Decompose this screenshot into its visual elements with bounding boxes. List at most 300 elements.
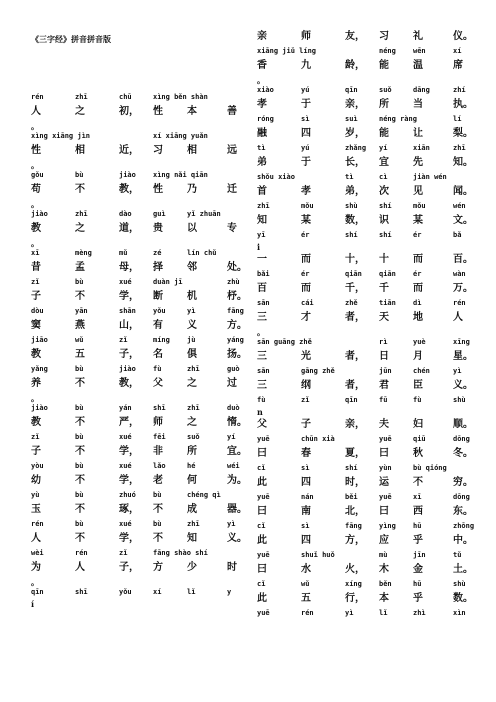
pinyin-text: yòu: [31, 462, 44, 470]
pinyin-text: wàn: [453, 270, 466, 278]
pinyin-text: lǎo: [153, 462, 166, 470]
hanzi-char: 文。: [453, 215, 473, 226]
hanzi-char: 乎: [413, 593, 423, 604]
pinyin-text: shù: [453, 580, 466, 588]
hanzi-line: [31, 143, 237, 159]
pinyin-line: [257, 201, 465, 212]
hanzi-char: 孝: [301, 186, 311, 197]
pinyin-line: [31, 490, 237, 501]
hanzi-line: [257, 126, 473, 142]
pinyin-text: zǐ: [31, 278, 40, 286]
hanzi-char: 十，: [345, 254, 365, 265]
pinyin-text: chén: [413, 367, 430, 375]
hanzi-line: [257, 417, 473, 433]
hanzi-char: 不: [153, 533, 163, 544]
hanzi-char: 顺。: [453, 419, 473, 430]
hanzi-char: 北，: [345, 506, 365, 517]
hanzi-char: 子: [31, 446, 41, 457]
punct-text: 。: [31, 160, 39, 170]
pinyin-text: yì: [453, 367, 462, 375]
pinyin-text: bù: [75, 520, 84, 528]
hanzi-char: 父: [153, 378, 163, 389]
pinyin-text: yān: [75, 307, 88, 315]
pinyin-text: wéi: [227, 462, 240, 470]
pinyin-text: wēn: [413, 47, 426, 55]
pinyin-text: xìng nǎi qiān: [153, 171, 208, 179]
pinyin-text: zhī: [257, 202, 270, 210]
hanzi-char: 之: [75, 223, 85, 234]
hanzi-line: [31, 260, 247, 276]
hanzi-char: 性: [153, 184, 163, 195]
punct-text: n: [257, 407, 263, 417]
pinyin-text: zhī: [75, 93, 88, 101]
hanzi-char: 夏，: [345, 448, 365, 459]
hanzi-char: 四: [301, 477, 311, 488]
hanzi-char: 乃: [187, 184, 197, 195]
hanzi-char: 千，: [345, 283, 365, 294]
hanzi-line: [31, 502, 247, 518]
hanzi-char: 师: [301, 31, 311, 42]
hanzi-char: 地: [413, 312, 423, 323]
hanzi-char: 亲，: [345, 99, 365, 110]
hanzi-char: 应: [379, 535, 389, 546]
hanzi-char: 乎: [413, 535, 423, 546]
hanzi-char: 为。: [227, 475, 247, 486]
hanzi-char: 五: [75, 349, 85, 360]
pinyin-text: nán: [301, 493, 314, 501]
pinyin-text: cái: [301, 299, 314, 307]
pinyin-text: lǐ: [187, 588, 196, 596]
punct-line: [31, 121, 237, 131]
pinyin-text: yú: [301, 144, 310, 152]
pinyin-text: duò: [227, 404, 240, 412]
pinyin-text: yuē: [257, 609, 270, 617]
pinyin-text: shí: [379, 231, 392, 239]
pinyin-text: shí: [345, 231, 358, 239]
pinyin-text: yǒu: [119, 588, 132, 596]
hanzi-line: [257, 97, 473, 113]
pinyin-text: chū: [119, 93, 132, 101]
hanzi-char: 惰。: [227, 417, 247, 428]
hanzi-char: 月: [413, 351, 423, 362]
hanzi-char: 次: [379, 186, 389, 197]
pinyin-text: xiāng jiǔ líng: [257, 47, 317, 55]
pinyin-text: néng: [379, 47, 396, 55]
hanzi-line: [257, 310, 465, 326]
pinyin-text: gāng zhě: [301, 367, 335, 375]
pinyin-text: xìn: [453, 609, 466, 617]
hanzi-char: 母，: [119, 262, 139, 273]
hanzi-char: 友，: [345, 31, 365, 42]
pinyin-text: qiū: [413, 435, 426, 443]
pinyin-text: qīn: [345, 86, 358, 94]
hanzi-line: [31, 289, 247, 305]
hanzi-char: 扬。: [227, 349, 247, 360]
pinyin-text: shí: [345, 464, 358, 472]
punct-line: [257, 327, 465, 337]
pinyin-text: néng ràng: [379, 115, 417, 123]
hanzi-char: 人: [453, 312, 463, 323]
hanzi-line: [31, 182, 237, 198]
pinyin-text: ér: [413, 270, 422, 278]
pinyin-text: dōng: [453, 435, 470, 443]
hanzi-char: 而: [413, 254, 423, 265]
pinyin-line: [257, 550, 465, 561]
pinyin-text: xī: [31, 249, 40, 257]
punct-line: [257, 75, 465, 85]
pinyin-text: shān: [119, 307, 136, 315]
hanzi-char: 所: [187, 446, 197, 457]
pinyin-text: tì: [257, 144, 266, 152]
pinyin-text: mǒu: [301, 202, 314, 210]
hanzi-char: 不: [75, 533, 85, 544]
pinyin-text: hū: [413, 522, 422, 530]
pinyin-line: [257, 463, 465, 474]
pinyin-line: [31, 306, 244, 317]
hanzi-char: 南: [301, 506, 311, 517]
hanzi-char: 父: [257, 419, 267, 430]
pinyin-text: wén: [453, 202, 466, 210]
pinyin-line: [257, 269, 465, 280]
pinyin-text: guò: [227, 365, 240, 373]
hanzi-char: 数，: [345, 215, 365, 226]
pinyin-text: róng: [257, 115, 274, 123]
hanzi-char: 亲，: [345, 419, 365, 430]
pinyin-text: zé: [153, 249, 162, 257]
hanzi-char: 亲: [257, 31, 267, 42]
hanzi-line: [31, 444, 247, 460]
pinyin-text: guì: [153, 210, 166, 218]
hanzi-char: 识: [379, 215, 389, 226]
hanzi-char: 三: [257, 351, 267, 362]
hanzi-char: 窦: [31, 320, 41, 331]
pinyin-line: [31, 248, 237, 259]
pinyin-text: bù: [75, 171, 84, 179]
pinyin-text: jiàn wén: [413, 173, 447, 181]
pinyin-text: yù: [31, 491, 40, 499]
hanzi-char: 初，: [119, 106, 139, 117]
hanzi-char: 处。: [227, 262, 247, 273]
hanzi-char: 学，: [119, 533, 139, 544]
hanzi-char: 土。: [453, 564, 473, 575]
pinyin-text: qiān: [345, 270, 362, 278]
pinyin-text: jiào: [31, 404, 48, 412]
hanzi-char: 方，: [345, 535, 365, 546]
pinyin-line: [257, 521, 475, 532]
hanzi-char: 仪。: [453, 31, 473, 42]
hanzi-line: [257, 281, 473, 297]
pinyin-text: mù: [379, 551, 388, 559]
hanzi-char: 于: [301, 99, 311, 110]
pinyin-text: tiān: [379, 299, 396, 307]
pinyin-text: dōng: [453, 493, 470, 501]
pinyin-text: zǐ: [31, 433, 40, 441]
pinyin-text: xué: [119, 433, 132, 441]
pinyin-text: xī: [413, 493, 422, 501]
pinyin-text: xìng běn shàn: [153, 93, 208, 101]
hanzi-char: 知: [257, 215, 267, 226]
pinyin-text: jiāo: [31, 336, 48, 344]
pinyin-text: bù: [153, 520, 162, 528]
hanzi-char: 以: [187, 223, 197, 234]
pinyin-text: jiào: [119, 171, 136, 179]
hanzi-line: [31, 531, 247, 547]
pinyin-text: chūn xià: [301, 435, 335, 443]
hanzi-char: 当: [413, 99, 423, 110]
punct-text: 。: [257, 75, 265, 85]
hanzi-char: 山，: [119, 320, 139, 331]
hanzi-char: 养: [31, 378, 41, 389]
pinyin-text: bù: [75, 491, 84, 499]
pinyin-line: [257, 172, 465, 183]
hanzi-line: [31, 473, 247, 489]
hanzi-line: [31, 104, 237, 120]
hanzi-char: 执。: [453, 99, 473, 110]
hanzi-char: 宜。: [227, 446, 247, 457]
hanzi-char: 不: [75, 475, 85, 486]
punct-text: i: [257, 242, 261, 252]
pinyin-text: bù: [75, 404, 84, 412]
hanzi-char: 十: [379, 254, 389, 265]
pinyin-text: cǐ: [257, 522, 266, 530]
pinyin-text: sì: [301, 464, 310, 472]
punct-text: í: [31, 599, 35, 609]
pinyin-text: mǒu: [413, 202, 426, 210]
hanzi-char: 能: [379, 60, 389, 71]
hanzi-char: 此: [257, 593, 267, 604]
hanzi-char: 曰: [257, 564, 267, 575]
hanzi-char: 时: [227, 562, 237, 573]
pinyin-text: tǔ: [453, 551, 462, 559]
pinyin-text: rén: [75, 549, 88, 557]
pinyin-line: [31, 131, 237, 142]
pinyin-line: [31, 335, 244, 346]
pinyin-text: cǐ: [257, 580, 266, 588]
hanzi-char: 燕: [75, 320, 85, 331]
pinyin-text: jiào: [119, 365, 136, 373]
pinyin-text: fū: [379, 396, 388, 404]
hanzi-char: 而: [301, 283, 311, 294]
hanzi-line: [257, 533, 473, 549]
hanzi-char: 运: [379, 477, 389, 488]
pinyin-text: chéng qì: [187, 491, 221, 499]
pinyin-line: [257, 298, 465, 309]
hanzi-line: [257, 252, 473, 268]
pinyin-text: shī: [75, 588, 88, 596]
pinyin-text: hé: [187, 462, 196, 470]
hanzi-char: 火，: [345, 564, 365, 575]
pinyin-text: bù: [75, 278, 84, 286]
punct-line: [31, 393, 237, 403]
pinyin-line: [31, 209, 237, 220]
hanzi-char: 不: [75, 504, 85, 515]
hanzi-char: 性: [31, 145, 41, 156]
punct-text: 。: [31, 393, 39, 403]
hanzi-line: [257, 213, 473, 229]
pinyin-text: zhí: [453, 86, 466, 94]
pinyin-text: gǒu: [31, 171, 44, 179]
hanzi-char: 弟，: [345, 186, 365, 197]
hanzi-char: 相: [75, 145, 85, 156]
hanzi-char: 善: [227, 106, 237, 117]
pinyin-line: [257, 114, 465, 125]
hanzi-char: 不: [75, 184, 85, 195]
hanzi-char: 义。: [453, 380, 473, 391]
pinyin-line: [257, 143, 465, 154]
hanzi-char: 器。: [227, 504, 247, 515]
pinyin-text: yǐ zhuān: [187, 210, 221, 218]
hanzi-char: 过: [227, 378, 237, 389]
pinyin-text: fāng shào shí: [153, 549, 208, 557]
hanzi-char: 冬。: [453, 448, 473, 459]
hanzi-char: 有: [153, 320, 163, 331]
hanzi-char: 中。: [453, 535, 473, 546]
pinyin-text: bù: [75, 365, 84, 373]
pinyin-text: zǐ: [301, 396, 310, 404]
hanzi-char: 百。: [453, 254, 473, 265]
hanzi-char: 千: [379, 283, 389, 294]
hanzi-char: 杼。: [227, 291, 247, 302]
pinyin-text: qīn: [345, 396, 358, 404]
hanzi-char: 习: [379, 31, 389, 42]
hanzi-char: 幼: [31, 475, 41, 486]
hanzi-line: [31, 318, 247, 334]
hanzi-char: 近，: [119, 145, 139, 156]
hanzi-char: 星。: [453, 351, 473, 362]
hanzi-char: 宜: [379, 157, 389, 168]
pinyin-text: fù: [153, 365, 162, 373]
pinyin-text: fù: [257, 396, 266, 404]
pinyin-text: cǐ: [257, 464, 266, 472]
pinyin-text: xué: [119, 520, 132, 528]
hanzi-line: [257, 349, 473, 365]
hanzi-char: 相: [187, 145, 197, 156]
pinyin-text: xué: [119, 462, 132, 470]
hanzi-char: 不: [75, 291, 85, 302]
pinyin-line: [31, 519, 237, 530]
pinyin-line: [257, 337, 470, 348]
hanzi-char: 金: [413, 564, 423, 575]
pinyin-text: ér: [301, 231, 310, 239]
hanzi-char: 人: [31, 106, 41, 117]
pinyin-text: bù qióng: [413, 464, 447, 472]
pinyin-line: [257, 492, 470, 503]
hanzi-char: 能: [379, 128, 389, 139]
hanzi-line: [257, 504, 473, 520]
punct-line: [31, 599, 237, 609]
hanzi-char: 梨。: [453, 128, 473, 139]
pinyin-text: xīng: [453, 338, 470, 346]
pinyin-text: xué: [119, 278, 132, 286]
hanzi-char: 百: [257, 283, 267, 294]
punct-text: 。: [31, 577, 39, 587]
pinyin-text: jiào: [31, 210, 48, 218]
pinyin-line: [257, 395, 465, 406]
punct-text: 。: [31, 238, 39, 248]
pinyin-text: tì: [345, 173, 354, 181]
hanzi-char: 于: [301, 157, 311, 168]
pinyin-line: [257, 608, 465, 619]
punct-line: [257, 242, 465, 252]
pinyin-text: xiào: [257, 86, 274, 94]
hanzi-char: 琢，: [119, 504, 139, 515]
pinyin-text: yǎng: [31, 365, 48, 373]
hanzi-char: 为: [31, 562, 41, 573]
pinyin-text: bǎ: [453, 231, 462, 239]
hanzi-char: 万。: [453, 283, 473, 294]
pinyin-text: yuē: [379, 493, 392, 501]
hanzi-char: 本: [379, 593, 389, 604]
pinyin-text: mǔ: [119, 249, 128, 257]
pinyin-text: cì: [379, 173, 388, 181]
pinyin-text: bǎi: [257, 270, 270, 278]
hanzi-char: 学，: [119, 291, 139, 302]
pinyin-text: dāng: [413, 86, 430, 94]
hanzi-char: 光: [301, 351, 311, 362]
pinyin-text: yuē: [379, 435, 392, 443]
hanzi-char: 君: [379, 380, 389, 391]
pinyin-text: yǒu: [153, 307, 166, 315]
pinyin-text: rén: [453, 299, 466, 307]
pinyin-text: yùn: [379, 464, 392, 472]
pinyin-line: [31, 364, 240, 375]
pinyin-text: fāng: [345, 522, 362, 530]
hanzi-line: [31, 415, 247, 431]
hanzi-char: 昔: [31, 262, 41, 273]
pinyin-text: zhī: [187, 365, 200, 373]
hanzi-char: 行，: [345, 593, 365, 604]
pinyin-text: zhōng: [453, 522, 475, 530]
hanzi-char: 子: [301, 419, 311, 430]
pinyin-line: [31, 170, 237, 181]
hanzi-line: [257, 475, 473, 491]
hanzi-char: 名: [153, 349, 163, 360]
punct-line: [31, 577, 237, 587]
hanzi-line: [257, 378, 473, 394]
hanzi-char: 断: [153, 291, 163, 302]
hanzi-line: [31, 376, 237, 392]
hanzi-char: 曰: [257, 448, 267, 459]
punct-text: 。: [31, 199, 39, 209]
hanzi-char: 知。: [453, 157, 473, 168]
pinyin-text: fāng: [227, 307, 244, 315]
pinyin-text: yuē: [257, 551, 270, 559]
pinyin-text: shù: [345, 202, 358, 210]
hanzi-char: 四: [301, 535, 311, 546]
hanzi-char: 香: [257, 60, 267, 71]
hanzi-char: 礼: [413, 31, 423, 42]
pinyin-line: [31, 548, 237, 559]
hanzi-char: 三: [257, 312, 267, 323]
pinyin-text: yuē: [257, 435, 270, 443]
hanzi-char: 玉: [31, 504, 41, 515]
hanzi-char: 专: [227, 223, 237, 234]
pinyin-text: yáng: [227, 336, 244, 344]
pinyin-text: xí xiāng yuǎn: [153, 132, 208, 140]
hanzi-char: 五: [301, 593, 311, 604]
pinyin-text: yú: [301, 86, 310, 94]
punct-text: 。: [31, 121, 39, 131]
hanzi-char: 不: [75, 417, 85, 428]
pinyin-text: rì: [379, 338, 388, 346]
hanzi-line: [257, 29, 473, 45]
pinyin-text: sì: [301, 522, 310, 530]
pinyin-line: [31, 277, 240, 288]
pinyin-text: sān: [257, 367, 270, 375]
pinyin-line: [31, 461, 240, 472]
pinyin-text: yuē: [257, 493, 270, 501]
hanzi-char: 学，: [119, 475, 139, 486]
